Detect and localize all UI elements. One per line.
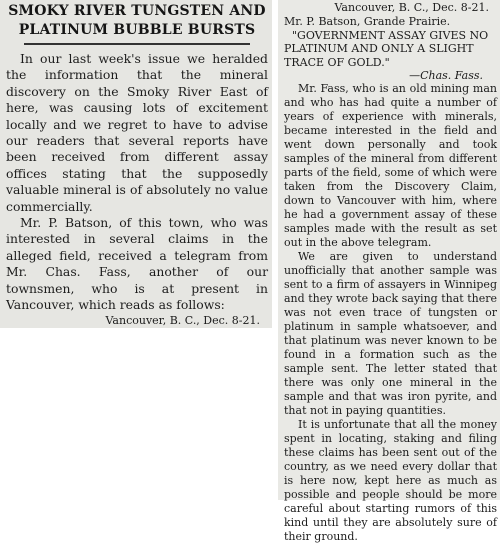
article-paragraph-2: Mr. P. Batson, of this town, who was interested in several claims in the alleged field, received a telegram from Mr. Chas. Fass, another of our townsmen, who is at present in Vancouver, which reads as follows: [6,215,268,313]
headline-line-2: PLATINUM BUBBLE BURSTS [18,22,256,38]
left-dateline: Vancouver, B. C., Dec. 8-21. [105,313,260,327]
right-column [278,0,500,543]
left-column [0,0,272,328]
article-paragraph-5: It is unfortunate that all the money spent in locating, staking and filing these claims has been sent out of the country, as we need every dollar that is here now, kept here as much as possible and people should be more careful about starting rumors of this kind until they are absolutely sure of their ground. [284,417,497,543]
telegram-addressee: Mr. P. Batson, Grande Prairie. [284,14,451,28]
article-paragraph-3: Mr. Fass, who is an old mining man and who has had quite a number of years of experience with minerals, became interested in the field and went down personally and took samples of the mineral from different parts of the field, some of which were taken from the Discovery Claim, down to Vancouver with him, where he had a government assay of these samples made with the result as set out in the above telegram. [284,81,497,249]
article-paragraph-1: In our last week's issue we heralded the information that the mineral discovery on the Smoky River East of here, was causing lots of excitement locally and we regret to have to advise our readers that several reports have been received from different assay offices stating that the supposedly valuable mineral is of absolutely no value commercially. [6,51,268,214]
telegram-signature: —Chas. Fass. [409,68,483,82]
article-paragraph-4: We are given to understand unofficially that another sample was sent to a firm of assayers in Winnipeg and they wrote back saying that there was not even trace of tungsten or platinum in sample whatsoever, and that platinum was never known to be found in a formation such as the sample sent. The letter stated that there was only one mineral in the sample and that was iron pyrite, and that not in paying quantities. [284,249,497,417]
right-dateline: Vancouver, B. C., Dec. 8-21. [334,1,489,14]
headline-line-1: SMOKY RIVER TUNGSTEN AND [8,3,266,19]
headline-rule [24,43,250,45]
headline [6,2,268,40]
telegram-text: "GOVERNMENT ASSAY GIVES NO PLATINUM AND ONLY A SLIGHT TRACE OF GOLD." [284,29,489,69]
